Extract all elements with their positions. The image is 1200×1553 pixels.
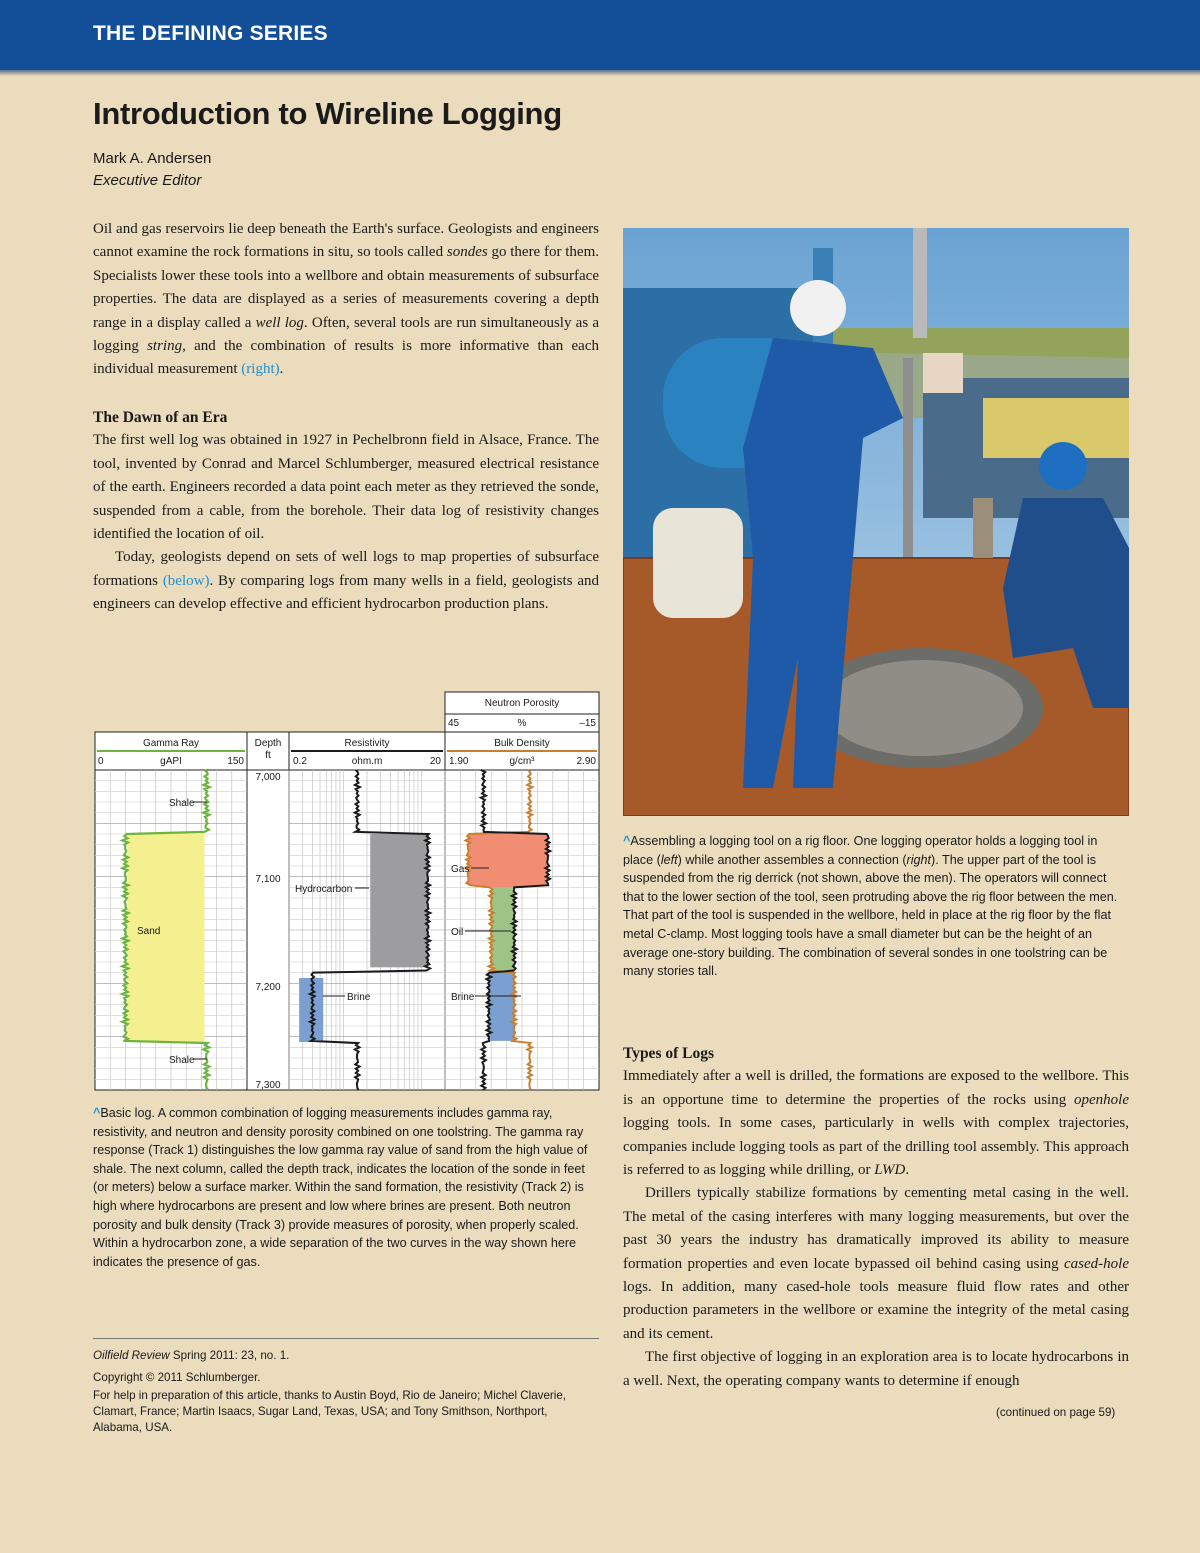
series-label: THE DEFINING SERIES [93,22,328,45]
density-label: Bulk Density [494,738,550,749]
anno-hydrocarbon: Hydrocarbon [295,884,353,895]
density-max: 2.90 [576,756,596,767]
gamma-label: Gamma Ray [142,738,200,749]
types-section [623,1042,1129,1393]
continued-note: (continued on page 59) [996,1406,1116,1419]
res-max: 20 [429,756,441,767]
rig-floor-photo [623,228,1129,816]
author-name: Mark A. Andersen [93,150,212,167]
anno-brine-dens: Brine [451,992,475,1003]
intro-paragraph [93,218,599,382]
article-title: Introduction to Wireline Logging [93,96,562,131]
types-paragraph-2 [623,1182,1129,1346]
journal-name: Oilfield Review [93,1349,170,1362]
res-unit: ohm.m [351,756,383,767]
dawn-section [93,406,599,617]
intro-text-1: Oil and gas reservoirs lie deep beneath the Earth's surface. Geologists and engineers cannot examine the rock formations in situ, so tools called [93,221,599,261]
gamma-unit: gAPI [160,756,182,767]
footnote-thanks: For help in preparation of this article, thanks to Austin Boyd, Rio de Janeiro; Michel Claverie, Clamart, France; Martin Isaacs, Sugar Land, Texas, USA; and Tony Smithson, Northport, Alabama, USA. [93,1389,567,1434]
depth-label: Depth [254,738,282,749]
res-label: Resistivity [344,738,390,749]
dawn-paragraph-2 [93,546,599,616]
types-text-1b: logging tools. In some cases, particularly in wells with complex trajectories, companies include logging tools as part of the drilling tool assembly. This approach is referred to as logging while drilling, or [623,1115,1129,1179]
intro-text-2: go there for them. Specialists lower these tools into a wellbore and obtain measurements of subsurface properties. The data are displayed as a series of measurements covering a depth range in a display called a [93,244,599,331]
footnote-rule [93,1338,599,1339]
dawn-paragraph-1: The first well log was obtained in 1927 in Pechelbronn field in Alsace, France. The tool, invented by Conrad and Marcel Schlumberger, measured electrical resistance of the earth. Engineers recorded a data point each meter as they retrieved the sonde, suspended from a cable, from the borehole. Their data log of resistivity changes identified the location of oil. [93,432,599,543]
gas-fill [466,834,551,887]
depth-tick-7100: 7,100 [255,874,281,885]
depth-track [247,770,289,1090]
depth-tick-7000: 7,000 [255,772,281,783]
term-lwd: LWD [874,1162,906,1179]
journal-issue: Spring 2011: 23, no. 1. [169,1349,290,1362]
author-role: Executive Editor [93,172,202,189]
well-log-chart [93,690,603,1096]
section-heading-dawn: The Dawn of an Era [93,409,228,426]
caption-arrow-icon: ^ [623,834,631,848]
depth-tick-7300: 7,300 [255,1080,281,1091]
sand-fill [127,834,204,1042]
neutron-unit: % [517,718,527,729]
caption-arrow-icon: ^ [93,1106,101,1120]
term-cased-hole: cased-hole [1064,1255,1129,1272]
term-string: string [147,338,183,355]
log-caption [93,1104,599,1271]
neutron-max: –15 [579,718,596,729]
brine-fill-density [486,973,516,1041]
brine-fill-resistivity [299,978,323,1042]
anno-oil: Oil [451,927,464,938]
intro-text [93,218,599,382]
photo-caption-text-b: ) while another assembles a connection ( [677,852,907,867]
types-text-2a: Drillers typically stabilize formations by cementing metal casing in the well. The metal of the casing interferes with many logging measurements, but over the past 30 years the industry has dramatically improved its ability to measure formation properties and even locate bypassed oil behind casing using [623,1185,1129,1272]
neutron-label: Neutron Porosity [484,698,560,709]
depth-unit: ft [265,750,271,761]
anno-gas: Gas [451,864,470,875]
ref-right-link[interactable]: (right) [241,361,280,378]
neutron-min: 45 [448,718,460,729]
anno-sand: Sand [137,926,161,937]
anno-shale-bottom: Shale [169,1055,195,1066]
photo-caption-text-c: ). The upper part of the tool is suspended from the rig derrick (not shown, above the men). The operators will connect that to the lower section of the tool, seen protruding above the rig floor between the men. That part of the tool is suspended in the wellbore, held in place at the rig floor by the flat metal C-clamp. Most logging tools have a small diameter but can be the height of an average one-story building. The combination of several sondes in one toolstring can be many stories tall. [623,852,1118,979]
intro-text-3: . Often, several tools are run simultaneously as a logging [93,314,599,355]
term-openhole: openhole [1074,1091,1129,1108]
photo-caption [623,832,1129,981]
hydrocarbon-fill [370,834,427,967]
dawn-text-b: . By comparing logs from many wells in a field, geologists and engineers can develop effective and efficient hydrocarbon production plans. [93,572,599,613]
depth-tick-7200: 7,200 [255,982,281,993]
dawn-text-a: Today, geologists depend on sets of well logs to map properties of subsurface formations [93,549,599,589]
photo-caption-left: left [660,852,678,867]
footnote-copyright: Copyright © 2011 Schlumberger. [93,1371,261,1384]
footnote-journal [93,1348,593,1364]
photo-illustration [623,228,1129,816]
density-unit: g/cm³ [509,756,535,767]
types-text-1a: Immediately after a well is drilled, the formations are exposed to the wellbore. This is an opportune time to determine the properties of the rocks using [623,1068,1129,1108]
term-well-log: well log [255,314,304,331]
types-text-1c: . [905,1162,910,1179]
photo-caption-right: right [906,852,932,867]
intro-text-4: , and the combination of results is more informative than each individual measurement [93,338,599,378]
res-min: 0.2 [293,756,307,767]
anno-shale-top: Shale [169,798,195,809]
gamma-max: 150 [227,756,244,767]
photo-caption-text-a: Assembling a logging tool on a rig floor. One logging operator holds a logging tool in place ( [623,834,1098,867]
term-sondes: sondes [446,244,488,261]
ref-below-link[interactable]: (below) [162,572,210,589]
types-paragraph-3: The first objective of logging in an exploration area is to locate hydrocarbons in a well. Next, the operating company wants to determine if enough [623,1349,1129,1389]
gamma-min: 0 [98,756,104,767]
banner-shadow [0,70,1200,76]
intro-text-end: . [279,361,284,378]
density-min: 1.90 [449,756,469,767]
section-heading-types: Types of Logs [623,1045,715,1062]
types-text-2b: logs. In addition, many cased-hole tools measure fluid flow rates and other production parameters in the wellbore or examine the integrity of the metal casing and its cement. [623,1279,1129,1342]
log-caption-text: Basic log. A common combination of logging measurements includes gamma ray, resistivity, and neutron and density porosity combined on one toolstring. The gamma ray response (Track 1) distinguishes the low gamma ray value of sand from the high value of shale. The next column, called the depth track, indicates the location of the sonde in feet (or meters) below a surface marker. Within the sand formation, the resistivity (Track 2) is high where hydrocarbons are present and low where brines are present. Both neutron porosity and bulk density (Track 3) provide measures of porosity, when properly scaled. Within a hydrocarbon zone, a wide separation of the two curves in the way shown here indicates the presence of gas. [93,1106,588,1269]
types-paragraph-1 [623,1065,1129,1182]
anno-brine-res: Brine [347,992,371,1003]
